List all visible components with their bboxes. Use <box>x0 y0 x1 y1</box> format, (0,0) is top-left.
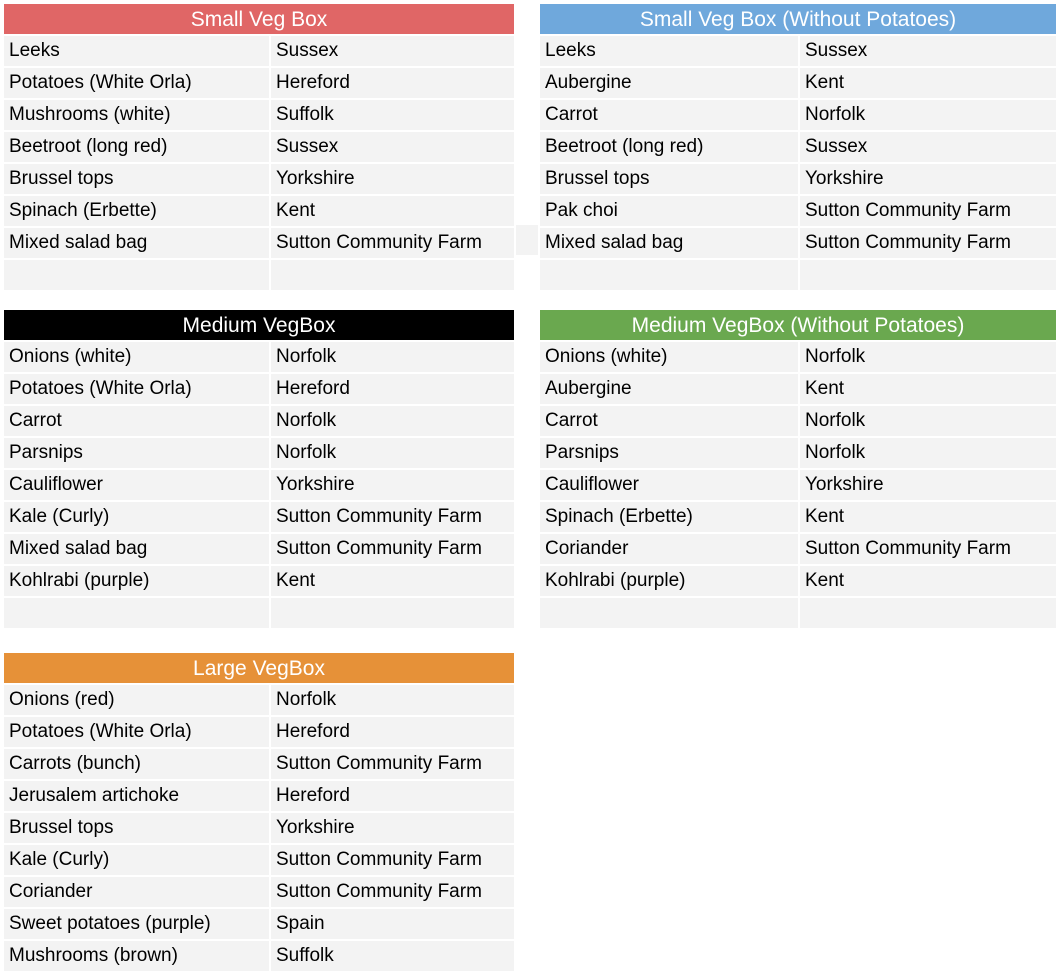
vegetable-cell: Mushrooms (white) <box>4 100 269 130</box>
origin-cell: Suffolk <box>271 941 514 971</box>
small-veg-box-header: Small Veg Box <box>4 4 514 34</box>
small-veg-box-table <box>4 4 514 290</box>
origin-cell: Yorkshire <box>271 470 514 500</box>
vegetable-cell: Parsnips <box>4 438 269 468</box>
origin-cell: Hereford <box>271 374 514 404</box>
table-row <box>540 68 1056 98</box>
table-row <box>4 68 514 98</box>
origin-cell: Norfolk <box>800 342 1056 372</box>
vegetable-cell: Mixed salad bag <box>4 534 269 564</box>
vegetable-cell: Mixed salad bag <box>4 228 269 258</box>
table-row <box>4 36 514 66</box>
table-row <box>540 406 1056 436</box>
table-row <box>540 260 1056 290</box>
table-row <box>4 196 514 226</box>
vegetable-cell: Onions (white) <box>4 342 269 372</box>
vegetable-cell: Beetroot (long red) <box>540 132 798 162</box>
vegetable-cell: Parsnips <box>540 438 798 468</box>
vegetable-cell: Spinach (Erbette) <box>4 196 269 226</box>
vegetable-cell: Carrot <box>540 406 798 436</box>
origin-cell: Sussex <box>271 36 514 66</box>
table-row <box>540 132 1056 162</box>
large-vegbox-rows <box>4 685 514 971</box>
vegetable-cell: Kale (Curly) <box>4 845 269 875</box>
table-row <box>540 196 1056 226</box>
origin-cell: Norfolk <box>800 438 1056 468</box>
origin-cell: Sutton Community Farm <box>271 749 514 779</box>
origin-cell: Spain <box>271 909 514 939</box>
vegetable-cell: Kale (Curly) <box>4 502 269 532</box>
origin-cell: Sussex <box>271 132 514 162</box>
origin-cell: Norfolk <box>271 342 514 372</box>
table-row <box>4 877 514 907</box>
origin-cell: Yorkshire <box>800 164 1056 194</box>
vegetable-cell: Potatoes (White Orla) <box>4 374 269 404</box>
origin-cell <box>271 260 514 290</box>
origin-cell <box>271 598 514 628</box>
table-row <box>4 717 514 747</box>
origin-cell: Sutton Community Farm <box>800 534 1056 564</box>
vegetable-cell: Onions (white) <box>540 342 798 372</box>
vegetable-cell: Jerusalem artichoke <box>4 781 269 811</box>
origin-cell: Norfolk <box>271 406 514 436</box>
table-row <box>540 598 1056 628</box>
origin-cell: Kent <box>800 374 1056 404</box>
table-row <box>4 406 514 436</box>
vegetable-cell: Leeks <box>4 36 269 66</box>
small-veg-box-without-potatoes-rows <box>540 36 1056 290</box>
origin-cell: Sussex <box>800 132 1056 162</box>
table-row <box>4 228 514 258</box>
table-row <box>540 36 1056 66</box>
large-vegbox-table <box>4 653 514 971</box>
vegetable-cell: Brussel tops <box>4 813 269 843</box>
table-row <box>4 470 514 500</box>
table-row <box>4 749 514 779</box>
origin-cell: Norfolk <box>800 100 1056 130</box>
origin-cell: Sutton Community Farm <box>800 228 1056 258</box>
origin-cell: Norfolk <box>800 406 1056 436</box>
vegetable-cell: Mushrooms (brown) <box>4 941 269 971</box>
vegetable-cell: Kohlrabi (purple) <box>540 566 798 596</box>
table-row <box>540 100 1056 130</box>
origin-cell: Sutton Community Farm <box>271 845 514 875</box>
vegetable-cell <box>4 260 269 290</box>
medium-vegbox-table <box>4 310 514 628</box>
vegetable-cell: Leeks <box>540 36 798 66</box>
vegetable-cell: Carrot <box>540 100 798 130</box>
origin-cell: Sussex <box>800 36 1056 66</box>
origin-cell: Sutton Community Farm <box>271 228 514 258</box>
medium-vegbox-rows <box>4 342 514 628</box>
origin-cell: Sutton Community Farm <box>271 534 514 564</box>
origin-cell: Sutton Community Farm <box>271 502 514 532</box>
table-row <box>4 534 514 564</box>
vegetable-cell: Aubergine <box>540 374 798 404</box>
table-row <box>4 685 514 715</box>
table-row <box>540 502 1056 532</box>
small-veg-box-rows <box>4 36 514 290</box>
table-row <box>4 941 514 971</box>
vegetable-cell: Onions (red) <box>4 685 269 715</box>
origin-cell: Norfolk <box>271 438 514 468</box>
vegetable-cell: Cauliflower <box>4 470 269 500</box>
origin-cell: Sutton Community Farm <box>800 196 1056 226</box>
table-row <box>540 566 1056 596</box>
origin-cell: Yorkshire <box>800 470 1056 500</box>
origin-cell <box>800 598 1056 628</box>
table-row <box>4 374 514 404</box>
vegetable-cell <box>540 598 798 628</box>
table-row <box>4 132 514 162</box>
large-vegbox-header: Large VegBox <box>4 653 514 683</box>
vegetable-cell: Potatoes (White Orla) <box>4 68 269 98</box>
table-row <box>4 100 514 130</box>
origin-cell: Kent <box>800 566 1056 596</box>
vegetable-cell: Potatoes (White Orla) <box>4 717 269 747</box>
table-row <box>540 534 1056 564</box>
origin-cell: Suffolk <box>271 100 514 130</box>
vegetable-cell <box>4 598 269 628</box>
origin-cell: Hereford <box>271 717 514 747</box>
origin-cell: Yorkshire <box>271 813 514 843</box>
vegetable-cell: Carrot <box>4 406 269 436</box>
vegetable-cell: Mixed salad bag <box>540 228 798 258</box>
origin-cell: Yorkshire <box>271 164 514 194</box>
vegetable-cell: Kohlrabi (purple) <box>4 566 269 596</box>
origin-cell <box>800 260 1056 290</box>
table-row <box>4 566 514 596</box>
origin-cell: Hereford <box>271 68 514 98</box>
medium-vegbox-without-potatoes-table <box>540 310 1056 628</box>
table-row <box>4 845 514 875</box>
origin-cell: Norfolk <box>271 685 514 715</box>
table-row <box>4 438 514 468</box>
table-row <box>540 164 1056 194</box>
vegetable-cell: Carrots (bunch) <box>4 749 269 779</box>
vegetable-cell: Sweet potatoes (purple) <box>4 909 269 939</box>
vegetable-cell: Spinach (Erbette) <box>540 502 798 532</box>
origin-cell: Kent <box>800 502 1056 532</box>
table-row <box>4 502 514 532</box>
vegetable-cell: Coriander <box>540 534 798 564</box>
table-row <box>540 374 1056 404</box>
medium-vegbox-header: Medium VegBox <box>4 310 514 340</box>
table-row <box>4 342 514 372</box>
table-row <box>540 342 1056 372</box>
table-row <box>4 598 514 628</box>
table-row <box>4 781 514 811</box>
spacer-cell <box>516 225 538 255</box>
vegetable-cell: Brussel tops <box>4 164 269 194</box>
table-row <box>540 228 1056 258</box>
vegetable-cell: Cauliflower <box>540 470 798 500</box>
vegetable-cell: Aubergine <box>540 68 798 98</box>
medium-vegbox-without-potatoes-header: Medium VegBox (Without Potatoes) <box>540 310 1056 340</box>
small-veg-box-without-potatoes-header: Small Veg Box (Without Potatoes) <box>540 4 1056 34</box>
vegetable-cell: Pak choi <box>540 196 798 226</box>
table-row <box>4 164 514 194</box>
small-veg-box-without-potatoes-table <box>540 4 1056 290</box>
table-row <box>4 260 514 290</box>
table-row <box>540 470 1056 500</box>
table-row <box>4 813 514 843</box>
table-row <box>540 438 1056 468</box>
origin-cell: Hereford <box>271 781 514 811</box>
vegetable-cell: Brussel tops <box>540 164 798 194</box>
vegetable-cell: Beetroot (long red) <box>4 132 269 162</box>
origin-cell: Kent <box>800 68 1056 98</box>
origin-cell: Kent <box>271 566 514 596</box>
vegetable-cell <box>540 260 798 290</box>
table-row <box>4 909 514 939</box>
medium-vegbox-without-potatoes-rows <box>540 342 1056 628</box>
origin-cell: Kent <box>271 196 514 226</box>
origin-cell: Sutton Community Farm <box>271 877 514 907</box>
vegetable-cell: Coriander <box>4 877 269 907</box>
